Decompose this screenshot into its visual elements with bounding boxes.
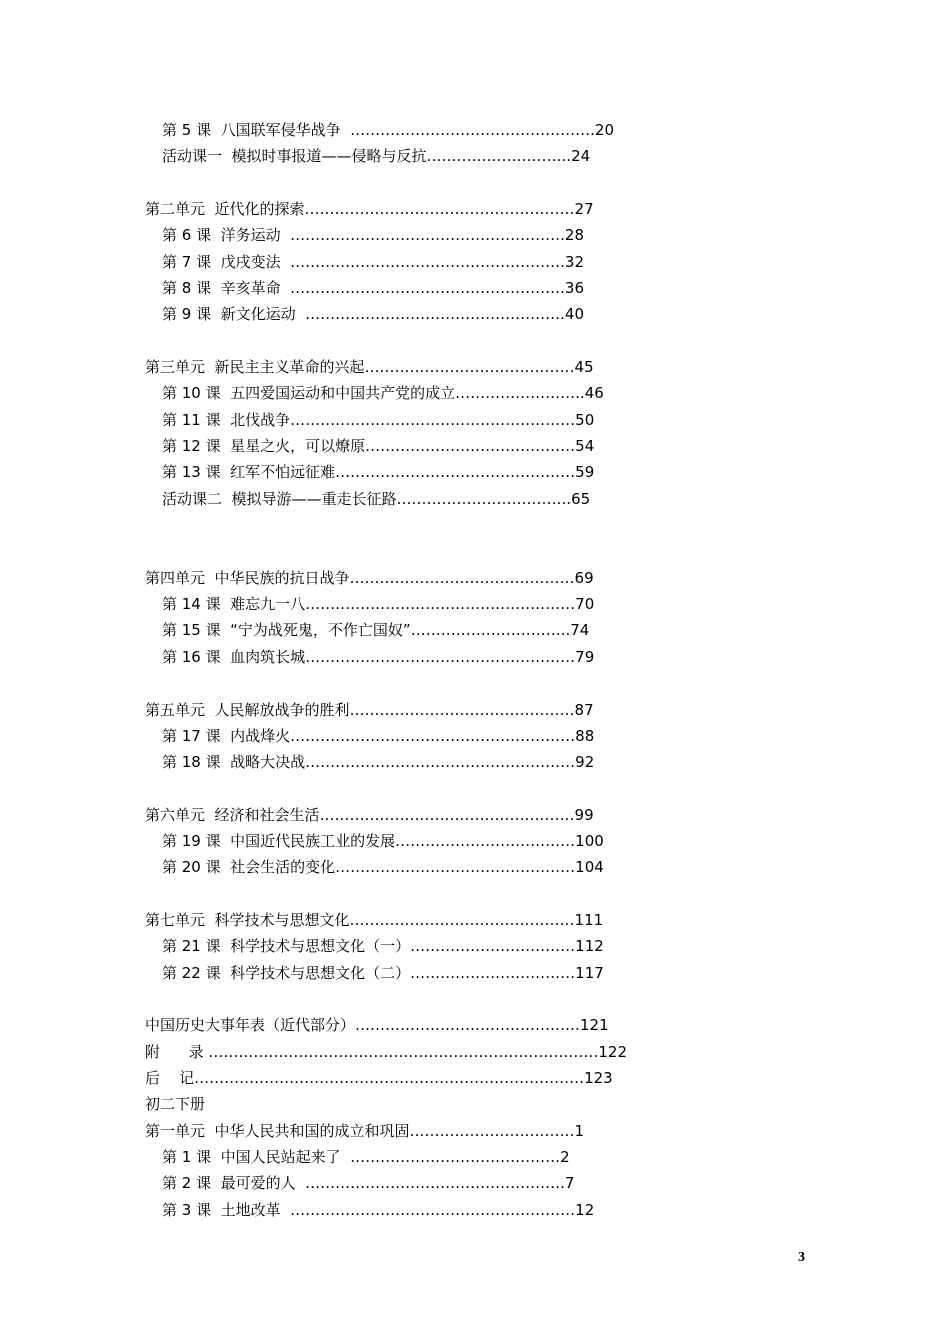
toc-unit: 第二单元 近代化的探索………………………………………………27 [145, 200, 594, 218]
toc-activity: 活动课一 模拟时事报道——侵略与反抗………………………..24 [162, 147, 591, 165]
toc-unit: 第六单元 经济和社会生活……………………………………………99 [145, 806, 594, 824]
toc-unit: 第四单元 中华民族的抗日战争………………………………………69 [145, 569, 594, 587]
toc-unit: 第一单元 中华人民共和国的成立和巩固……………………………1 [145, 1122, 585, 1140]
toc-volume-heading: 初二下册 [145, 1095, 206, 1113]
toc-lesson: 第 19 课 中国近代民族工业的发展………………………………100 [162, 832, 604, 850]
toc-lesson: 第 15 课 “宁为战死鬼，不作亡国奴”…………………………..74 [162, 621, 590, 639]
toc-lesson: 第 6 课 洋务运动 ……………………………………………….28 [162, 226, 585, 244]
toc-unit: 第七单元 科学技术与思想文化………………………………………111 [145, 911, 604, 929]
toc-lesson: 第 5 课 八国联军侵华战争 ………………………………………….20 [162, 121, 615, 139]
toc-lesson: 第 14 课 难忘九一八………………………………………………70 [162, 595, 595, 613]
toc-lesson: 第 8 课 辛亥革命 ……………………………………………….36 [162, 279, 585, 297]
toc-appendix: 后 记……………………………………………………………………123 [145, 1069, 613, 1087]
toc-lesson: 第 13 课 红军不怕远征难…………………………………………59 [162, 463, 595, 481]
toc-lesson: 第 7 课 戊戌变法 ……………………………………………….32 [162, 253, 585, 271]
page-number: 3 [798, 1250, 805, 1265]
toc-appendix: 附 录 ……………………………………………………………………122 [145, 1043, 628, 1061]
toc-lesson: 第 1 课 中国人民站起来了 ……………………………………2 [162, 1148, 570, 1166]
toc-lesson: 第 22 课 科学技术与思想文化（二）……………………………117 [162, 964, 604, 982]
toc-lesson: 第 3 课 土地改革 …………………………………………………12 [162, 1201, 595, 1219]
toc-lesson: 第 9 课 新文化运动 …………………………………………….40 [162, 305, 585, 323]
toc-unit: 第三单元 新民主主义革命的兴起……………………………………45 [145, 358, 594, 376]
toc-lesson: 第 11 课 北伐战争…………………………………………………50 [162, 411, 595, 429]
toc-lesson: 第 10 课 五四爱国运动和中国共产党的成立……………………..46 [162, 384, 604, 402]
toc-unit: 第五单元 人民解放战争的胜利………………………………………87 [145, 701, 594, 719]
toc-lesson: 第 18 课 战略大决战………………………………………………92 [162, 753, 595, 771]
toc-activity: 活动课二 模拟导游——重走长征路……………………………..65 [162, 490, 591, 508]
toc-lesson: 第 17 课 内战烽火…………………………………………………88 [162, 727, 595, 745]
toc-lesson: 第 16 课 血肉筑长城………………………………………………79 [162, 648, 595, 666]
toc-lesson: 第 12 课 星星之火，可以燎原……………………………………54 [162, 437, 595, 455]
toc-lesson: 第 20 课 社会生活的变化…………………………………………104 [162, 858, 604, 876]
toc-appendix: 中国历史大事年表（近代部分）………………………………………121 [145, 1016, 609, 1034]
toc-lesson: 第 21 课 科学技术与思想文化（一）……………………………112 [162, 937, 604, 955]
toc-lesson: 第 2 课 最可爱的人 …………………………………………….7 [162, 1174, 575, 1192]
